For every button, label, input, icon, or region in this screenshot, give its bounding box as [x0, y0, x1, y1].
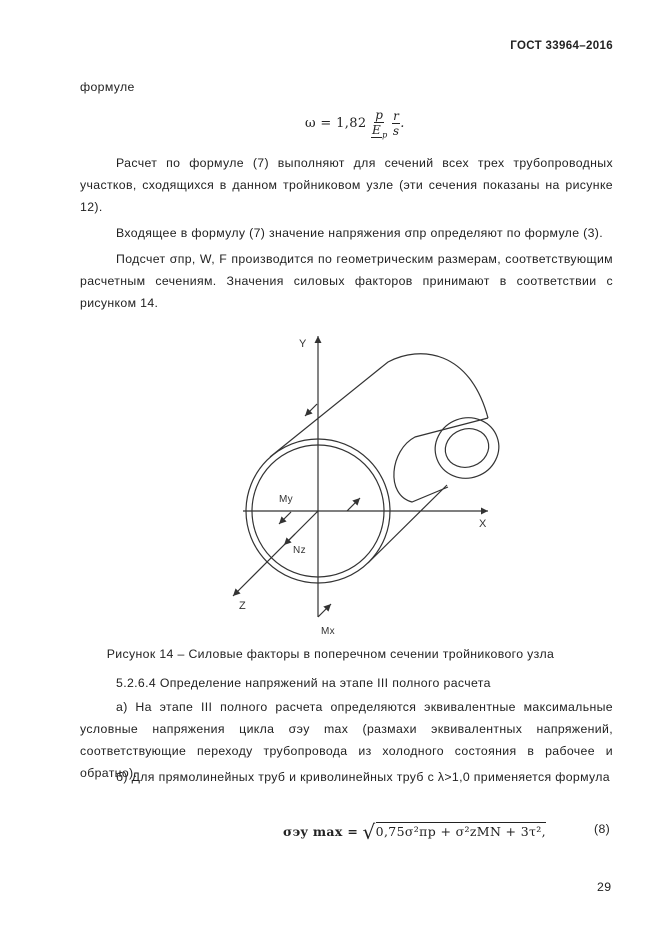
- formula-omega: ω = 1,82 $\frac{p}{E_p}$ $\frac{r}{s}$ .: [305, 108, 405, 140]
- document-header: ГОСТ 33964–2016: [510, 40, 613, 52]
- label-y: Y: [299, 338, 307, 350]
- label-z: Z: [239, 600, 247, 612]
- label-mx: Mx: [321, 626, 336, 637]
- formula-lhs: ω = 1,82: [305, 116, 367, 132]
- fraction-p-ep: $\frac{p}{E_p}$: [372, 108, 388, 140]
- arrow-mx: [318, 604, 331, 617]
- paragraph-a: а) На этапе III полного расчета определяются эквивалентные максимальные условные напряжения цикла σэy max (размахи эквивалентных напряжений, соответствующие переходу трубопровода из холодного состояния в рабочее и обратно).: [80, 700, 613, 780]
- label-nz: Nz: [293, 545, 306, 556]
- paragraph-b: б) Для прямолинейных труб и криволинейных труб с λ>1,0 применяется формула: [116, 770, 610, 784]
- label-x: X: [479, 518, 487, 530]
- arrow-top: [305, 404, 317, 416]
- label-my: My: [279, 494, 294, 505]
- formula8-rhs: 0,75σ²пр + σ²zMN + 3τ²,: [375, 824, 546, 839]
- section-heading: 5.2.6.4 Определение напряжений на этапе III полного расчета: [116, 676, 491, 690]
- branch-inner-ellipse: [440, 423, 494, 474]
- intro-text: формуле: [80, 80, 135, 94]
- paragraph-1: Расчет по формуле (7) выполняют для сечений всех трех трубопроводных участков, сходящихся в данном тройниковом узле (эти сечения показаны на рисунке 12).: [80, 156, 613, 214]
- branch-outer-ellipse: [427, 409, 508, 487]
- formula8-lhs: σэy max =: [283, 824, 359, 839]
- paragraph-3: Подсчет σпр, W, F производится по геометрическим размерам, соответствующим расчетным сечениям. Значения силовых факторов принимают в соответствии с рисунком 14.: [80, 252, 613, 310]
- fraction-r-s: $\frac{r}{s}$: [392, 109, 400, 139]
- arrow-nz: [284, 534, 295, 545]
- page-number: 29: [597, 880, 612, 894]
- arrow-my: [279, 512, 291, 524]
- paragraph-2: Входящее в формулу (7) значение напряжения σпр определяют по формуле (3).: [116, 226, 604, 240]
- arrow-x: [347, 498, 360, 511]
- formula-number: (8): [594, 822, 611, 836]
- figure-caption: Рисунок 14 – Силовые факторы в поперечном сечении тройникового узла: [106, 647, 555, 661]
- formula-8: σэy max = √0,75σ²пр + σ²zMN + 3τ²,: [283, 820, 546, 844]
- pipe-top-outline: [270, 354, 488, 457]
